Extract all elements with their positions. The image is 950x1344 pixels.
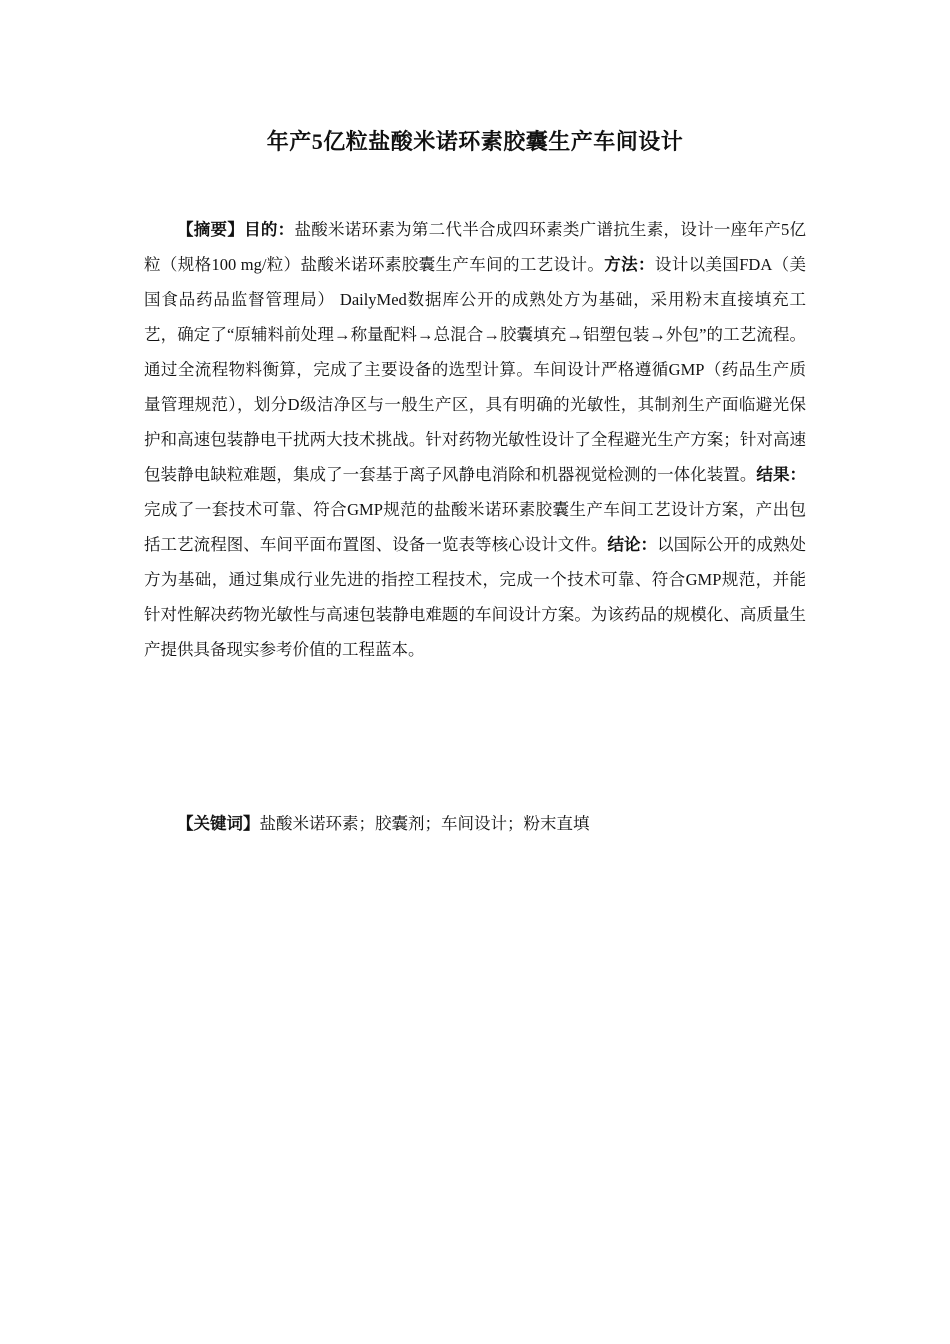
keywords-paragraph [144,806,806,841]
abstract-paragraph [144,212,806,667]
abstract-label: 【摘要】 [177,220,245,239]
purpose-label: 目的： [244,220,295,239]
method-label: 方法： [604,255,655,274]
keywords-label: 【关键词】 [177,814,260,833]
conclusion-text: 以国际公开的成熟处方为基础，通过集成行业先进的指控工程技术，完成一个技术可靠、符合GMP规范，并能针对性解决药物光敏性与高速包装静电难题的车间设计方案。为该药品的规模化、高质量生产提供具备现实参考价值的工程蓝本。 [144,535,807,659]
conclusion-label: 结论： [607,535,658,554]
keywords-text: 盐酸米诺环素；胶囊剂；车间设计；粉末直填 [259,814,590,833]
result-text: 完成了一套技术可靠、符合GMP规范的盐酸米诺环素胶囊生产车间工艺设计方案，产出包括工艺流程图、车间平面布置图、设备一览表等核心设计文件。 [144,500,806,554]
document-title: 年产5亿粒盐酸米诺环素胶囊生产车间设计 [266,129,684,154]
result-label: 结果： [756,465,807,484]
purpose-text: 盐酸米诺环素为第二代半合成四环素类广谱抗生素，设计一座年产5亿粒（规格100 mg/粒）盐酸米诺环素胶囊生产车间的工艺设计。 [144,220,807,274]
method-text: 设计以美国FDA（美国食品药品监督管理局） DailyMed数据库公开的成熟处方为基础，采用粉末直接填充工艺，确定了“原辅料前处理→称量配料→总混合→胶囊填充→铝塑包装→外包”的工艺流程。通过全流程物料衡算，完成了主要设备的选型计算。车间设计严格遵循GMP（药品生产质量管理规范），划分D级洁净区与一般生产区，具有明确的光敏性，其制剂生产面临避光保护和高速包装静电干扰两大技术挑战。针对药物光敏性设计了全程避光生产方案；针对高速包装静电缺粒难题，集成了一套基于离子风静电消除和机器视觉检测的一体化装置。 [144,255,806,484]
